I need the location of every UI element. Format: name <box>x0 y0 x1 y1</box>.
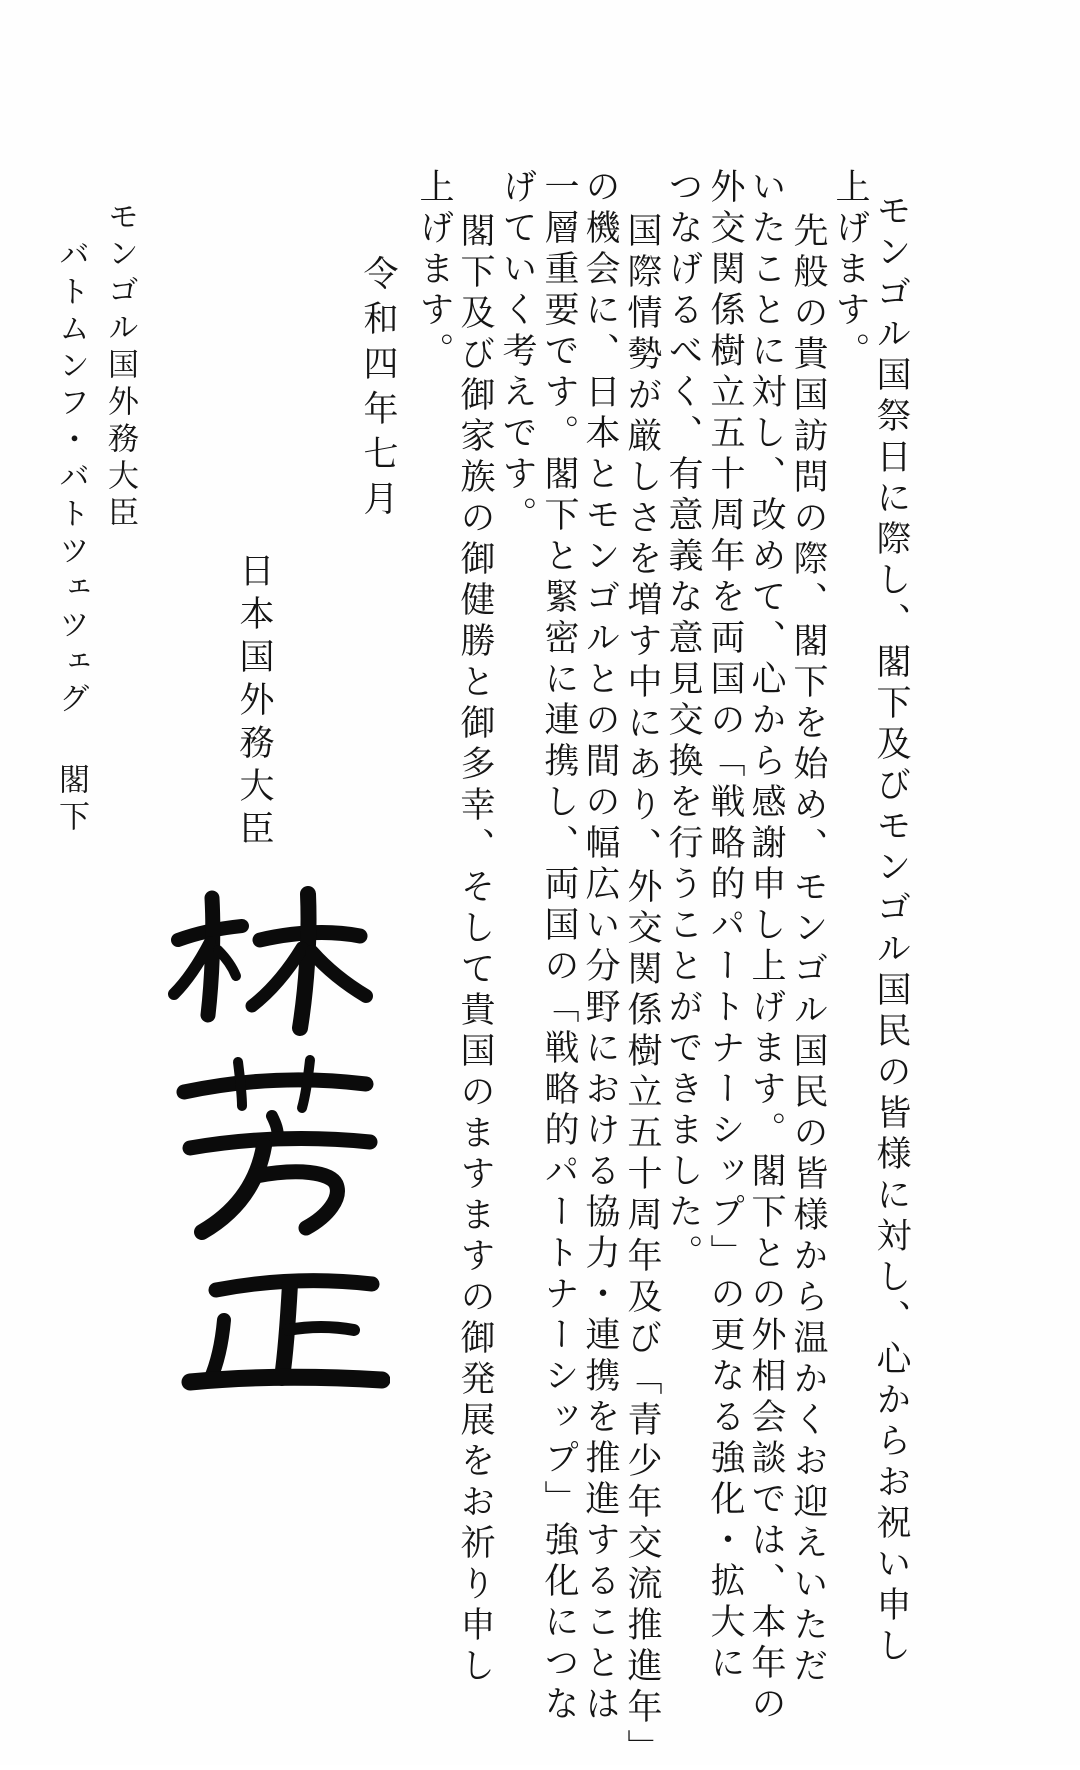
body-line-1: モンゴル国祭日に際し、閣下及びモンゴル国民の皆様に対し、心からお祝い申し <box>871 192 911 1668</box>
body-line-8: の機会に、日本とモンゴルとの間の幅広い分野における協力・連携を推進することは <box>580 168 620 1726</box>
body-line-7: 国際情勢が厳しさを増す中にあり、外交関係樹立五十周年及び「青少年交流推進年」 <box>622 212 662 1770</box>
recipient-title: モンゴル国外務大臣 <box>102 200 138 533</box>
signature <box>160 880 390 1400</box>
body-line-2: 上げます。 <box>830 168 870 373</box>
body-line-9: 一層重要です。閣下と緊密に連携し、両国の「戦略的パートナーシップ」強化につな <box>539 168 579 1726</box>
body-line-4: いたことに対し、改めて、心から感謝申し上げます。閣下との外相会談では、本年の <box>746 168 786 1726</box>
body-line-10: げていく考えです。 <box>497 168 537 537</box>
letter-date: 令和四年七月 <box>358 255 398 525</box>
recipient-name: バトムンフ・バトツェツェグ <box>53 238 89 719</box>
sender-title: 日本国外務大臣 <box>234 552 274 853</box>
body-line-3: 先般の貴国訪問の際、閣下を始め、モンゴル国民の皆様から温かくお迎えいただ <box>788 212 828 1688</box>
body-line-11: 閣下及び御家族の御健勝と御多幸、そして貴国のますますの御発展をお祈り申し <box>455 212 495 1688</box>
body-line-6: つなげるべく、有意義な意見交換を行うことができました。 <box>663 168 703 1275</box>
recipient-name-line <box>53 238 89 837</box>
body-line-12: 上げます。 <box>414 168 454 373</box>
body-line-5: 外交関係樹立五十周年を両国の「戦略的パートナーシップ」の更なる強化・拡大に <box>705 168 745 1685</box>
recipient-honorific: 閣下 <box>53 763 89 837</box>
